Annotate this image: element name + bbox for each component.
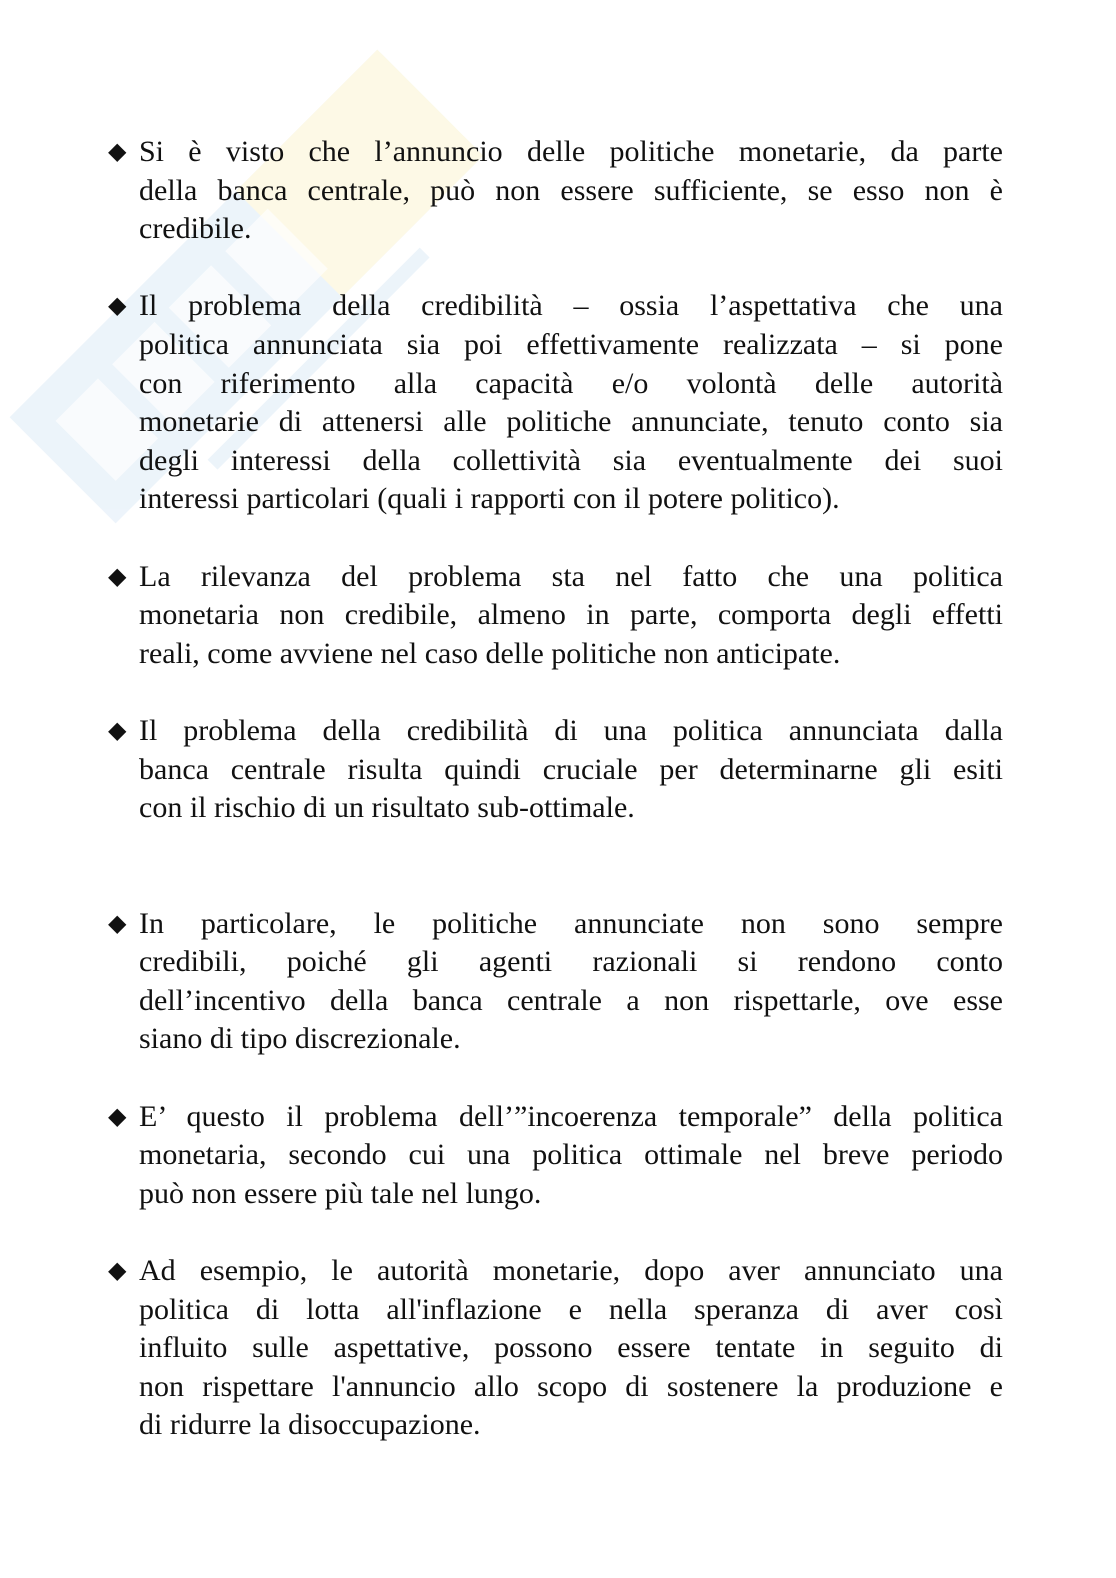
text-line: La rilevanza del problema sta nel fatto che una politica [139,559,1003,593]
bullet-paragraph [108,712,1003,828]
bullet-paragraph [108,1098,1003,1214]
text-line: monetarie di attenersi alle politiche annunciate, tenuto conto sia [139,405,1003,439]
bullet-paragraph [108,905,1003,1059]
diamond-bullet-icon: ◆ [108,139,127,165]
diamond-bullet-icon: ◆ [108,293,127,320]
text-line: Il problema della credibilità di una politica annunciata dalla [139,713,1003,747]
text-line: banca centrale risulta quindi cruciale per determinarne gli esiti [139,752,1003,786]
diamond-bullet-icon: ◆ [108,717,127,744]
text-line: degli interessi della collettività sia eventualmente dei suoi [139,443,1003,477]
text-line: non rispettare l'annuncio allo scopo di sostenere la produzione e [139,1369,1003,1403]
text-line: influito sulle aspettative, possono essere tentate in seguito di [139,1331,1003,1365]
text-line: con il rischio di un risultato sub-ottimale. [139,791,635,825]
text-line: E’ questo il problema dell’”incoerenza temporale” della politica [139,1099,1003,1133]
text-line: credibile. [139,212,252,246]
text-line: politica annunciata sia poi effettivamente realizzata – si pone [139,327,1003,361]
bullet-paragraph [108,287,1003,519]
bullet-paragraph [108,1252,1003,1445]
text-line: della banca centrale, può non essere sufficiente, se esso non è [139,173,1003,207]
text-line: In particolare, le politiche annunciate non sono sempre [139,906,1003,940]
text-line: interessi particolari (quali i rapporti con il potere politico). [139,482,840,516]
bullet-paragraph [108,558,1003,674]
text-line: con riferimento alla capacità e/o volontà delle autorità [139,366,1003,400]
diamond-bullet-icon: ◆ [108,563,127,590]
text-line: di ridurre la disoccupazione. [139,1408,481,1442]
text-line: politica di lotta all'inflazione e nella speranza di aver così [139,1292,1003,1326]
text-line: Il problema della credibilità – ossia l’aspettativa che una [139,289,1003,323]
text-line: Ad esempio, le autorità monetarie, dopo aver annunciato una [139,1254,1003,1288]
text-line: credibili, poiché gli agenti razionali si rendono conto [139,945,1003,979]
diamond-bullet-icon: ◆ [108,1258,127,1285]
text-line: Si è visto che l’annuncio delle politiche monetarie, da parte [139,135,1003,168]
diamond-bullet-icon: ◆ [108,1103,127,1130]
bullet-paragraph [108,133,1003,249]
text-line: reali, come avviene nel caso delle politiche non anticipate. [139,636,841,670]
text-line: monetaria non credibile, almeno in parte, comporta degli effetti [139,598,1003,632]
text-line: dell’incentivo della banca centrale a non rispettarle, ove esse [139,983,1003,1017]
text-line: monetaria, secondo cui una politica ottimale nel breve periodo [139,1138,1003,1172]
diamond-bullet-icon: ◆ [108,910,127,937]
text-line: può non essere più tale nel lungo. [139,1176,542,1210]
text-line: siano di tipo discrezionale. [139,1022,461,1056]
